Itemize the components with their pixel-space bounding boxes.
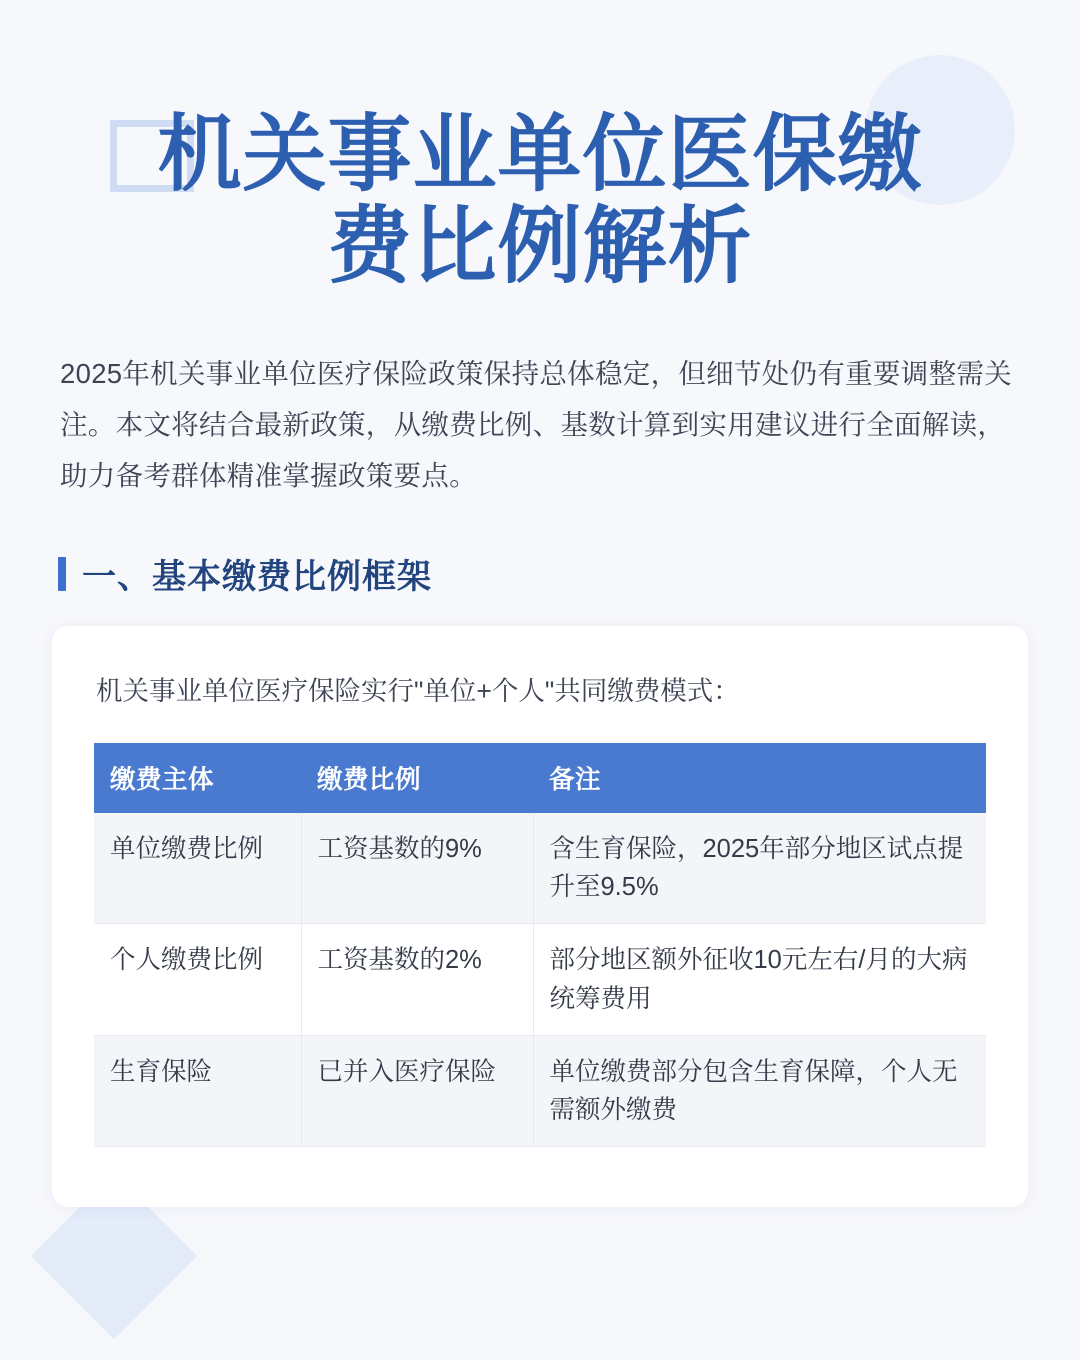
page-title-line1: 机关事业单位医保缴 [157,107,923,201]
section-heading [58,549,1028,598]
cell-subject: 个人缴费比例 [94,924,301,1036]
intro-paragraph: 2025年机关事业单位医疗保险政策保持总体稳定，但细节处仍有重要调整需关注。本文将结合最新政策，从缴费比例、基数计算到实用建议进行全面解读，助力备考群体精准掌握政策要点。 [60,357,1012,491]
card-lead-text: 机关事业单位医疗保险实行"单位+个人"共同缴费模式： [96,676,740,707]
table-header [94,743,986,813]
contribution-rate-table [94,743,986,1148]
cell-rate: 工资基数的2% [301,924,533,1036]
column-header-rate: 缴费比例 [301,743,533,813]
cell-subject: 生育保险 [94,1035,301,1147]
column-header-note: 备注 [533,743,986,813]
content-card [52,626,1028,1207]
table-row [94,924,986,1036]
table-row [94,813,986,924]
cell-subject: 单位缴费比例 [94,813,301,924]
column-header-subject: 缴费主体 [94,743,301,813]
cell-note: 含生育保险，2025年部分地区试点提升至9.5% [533,813,986,924]
table-row [94,1035,986,1147]
cell-note: 部分地区额外征收10元左右/月的大病统筹费用 [533,924,986,1036]
section-accent-bar [58,557,66,591]
table-header-row [94,743,986,813]
page-title-line2: 费比例解析 [327,199,753,294]
page-title [52,0,1028,293]
cell-note: 单位缴费部分包含生育保障，个人无需额外缴费 [533,1035,986,1147]
table-body [94,813,986,1147]
section-heading-text: 一、基本缴费比例框架 [82,558,432,597]
cell-rate: 已并入医疗保险 [301,1035,533,1147]
cell-rate: 工资基数的9% [301,813,533,924]
